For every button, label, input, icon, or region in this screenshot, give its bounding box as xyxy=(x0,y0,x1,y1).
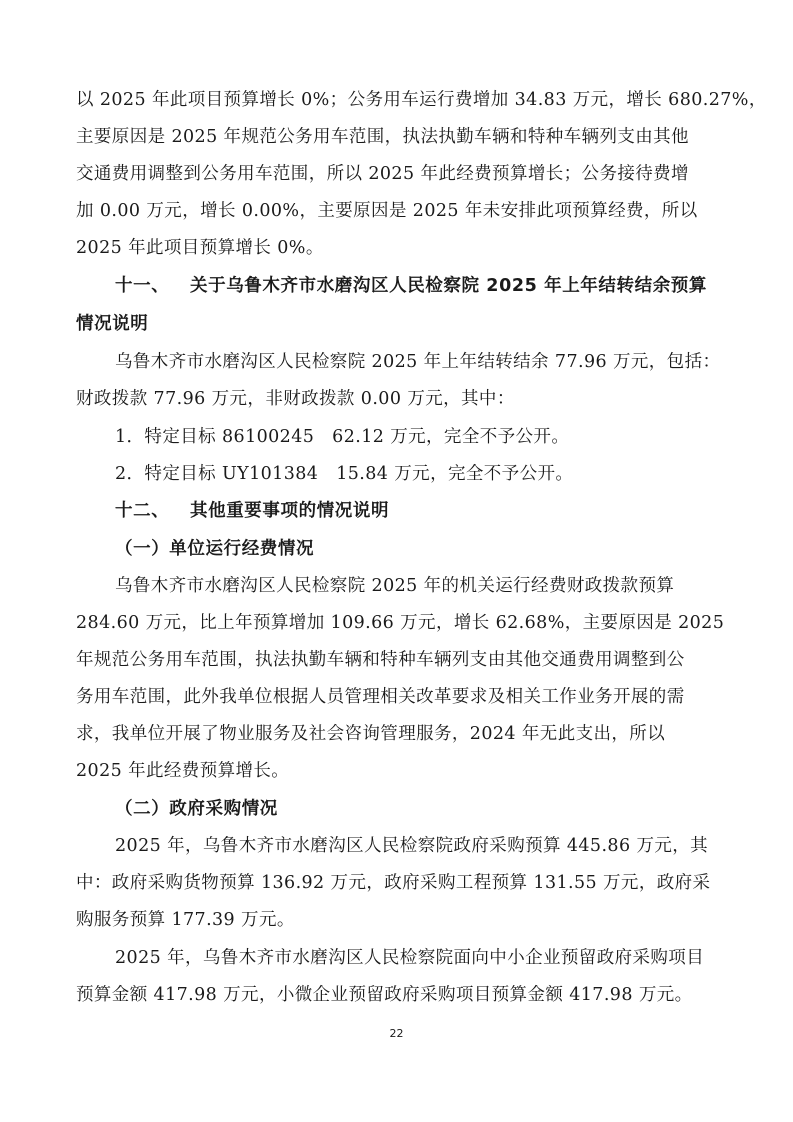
body-text-line: 求，我单位开展了物业服务及社会咨询管理服务，2024 年无此支出，所以 xyxy=(76,724,666,744)
body-text-line: 2025 年，乌鲁木齐市水磨沟区人民检察院面向中小企业预留政府采购项目 xyxy=(115,948,705,968)
body-text-line: 购服务预算 177.39 万元。 xyxy=(76,910,295,930)
subsection-heading: （一）单位运行经费情况 xyxy=(115,539,315,559)
body-text-line: 以 2025 年此项目预算增长 0%；公务用车运行费增加 34.83 万元，增长 680.27%， xyxy=(76,90,767,110)
body-text-line: 2025 年此经费预算增长。 xyxy=(76,761,290,781)
body-text-line: 中：政府采购货物预算 136.92 万元，政府采购工程预算 131.55 万元，政府采 xyxy=(76,873,711,893)
body-text-line: 284.60 万元，比上年预算增加 109.66 万元，增长 62.68%，主要原因是 2025 xyxy=(76,613,725,633)
body-text-line: 乌鲁木齐市水磨沟区人民检察院 2025 年的机关运行经费财政拨款预算 xyxy=(115,576,675,596)
body-text-line: 预算金额 417.98 万元，小微企业预留政府采购项目预算金额 417.98 万元。 xyxy=(76,985,693,1005)
section-title-continued: 情况说明 xyxy=(76,314,149,334)
body-text-line: 2025 年此项目预算增长 0%。 xyxy=(76,238,324,258)
page-number: 22 xyxy=(389,1027,404,1040)
body-text-line: 2025 年，乌鲁木齐市水磨沟区人民检察院政府采购预算 445.86 万元，其 xyxy=(115,836,709,856)
list-item: 2．特定目标 UY101384 15.84 万元，完全不予公开。 xyxy=(115,464,574,484)
section-heading-11 xyxy=(115,274,707,298)
list-item: 1．特定目标 86100245 62.12 万元，完全不予公开。 xyxy=(115,427,570,447)
body-text-line: 加 0.00 万元，增长 0.00%，主要原因是 2025 年未安排此项预算经费，所以 xyxy=(76,201,698,221)
body-text-line: 务用车范围，此外我单位根据人员管理相关改革要求及相关工作业务开展的需 xyxy=(76,687,685,707)
body-text-line: 乌鲁木齐市水磨沟区人民检察院 2025 年上年结转结余 77.96 万元，包括： xyxy=(115,352,721,372)
subsection-heading: （二）政府采购情况 xyxy=(115,799,278,819)
body-text-line: 财政拨款 77.96 万元，非财政拨款 0.00 万元，其中： xyxy=(76,389,515,409)
section-number: 十一、 xyxy=(115,276,170,296)
body-text-line: 年规范公务用车范围，执法执勤车辆和特种车辆列支由其他交通费用调整到公 xyxy=(76,650,685,670)
body-text-line: 主要原因是 2025 年规范公务用车范围，执法执勤车辆和特种车辆列支由其他 xyxy=(76,127,689,147)
section-title: 关于乌鲁木齐市水磨沟区人民检察院 2025 年上年结转结余预算 xyxy=(190,276,707,296)
section-heading-12 xyxy=(115,499,389,523)
section-title: 其他重要事项的情况说明 xyxy=(190,501,390,521)
section-number: 十二、 xyxy=(115,501,170,521)
body-text-line: 交通费用调整到公务用车范围，所以 2025 年此经费预算增长；公务接待费增 xyxy=(76,164,689,184)
